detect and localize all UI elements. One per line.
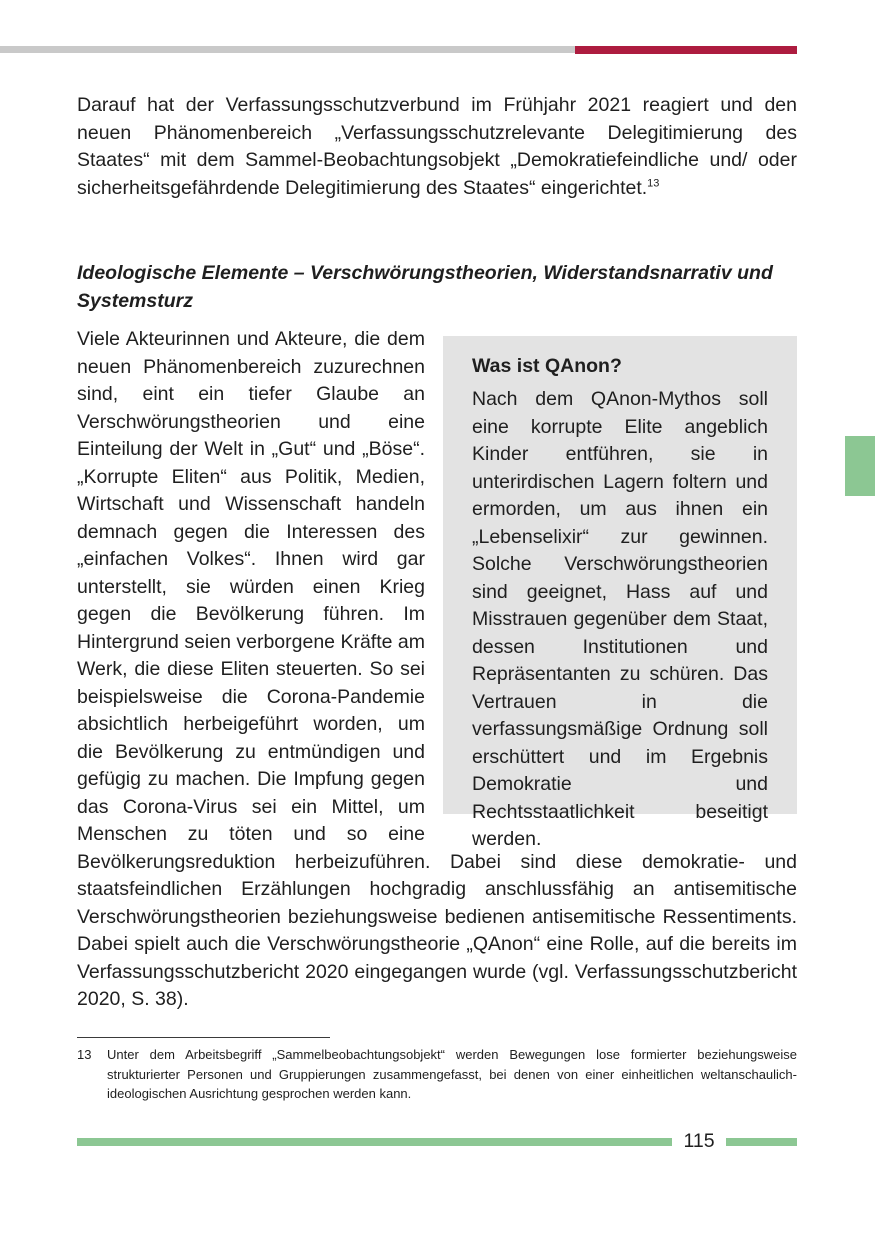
page-number: 115	[683, 1130, 715, 1152]
footnote-reference: 13	[647, 177, 660, 189]
header-grey-bar	[0, 46, 575, 53]
footer-green-bar-right	[726, 1138, 797, 1146]
intro-paragraph	[77, 92, 797, 202]
footer-green-bar-left	[77, 1138, 672, 1146]
section-body	[77, 326, 797, 1014]
header-red-bar	[575, 46, 797, 54]
section-heading: Ideologische Elemente – Verschwörungstheorien, Widerstandsnarrativ und Systemsturz	[77, 262, 773, 312]
footnote	[77, 1045, 797, 1104]
infobox-title: Was ist QAnon?	[472, 355, 622, 377]
qanon-infobox	[443, 336, 797, 850]
section-body-text: Viele Akteurinnen und Akteure, die dem neuen Phänomenbereich zuzurechnen sind, eint ein tiefer Glaube an Verschwörungstheorien und eine Einteilung der Welt in „Gut“ und „Böse“. „Korrupte Eliten“ aus Politik, Medien, Wirtschaft und Wissenschaft handeln demnach gegen die Interessen des „einfachen Volkes“. Ihnen wird gar unterstellt, sie würden einen Krieg gegen die Bevölkerung führen. Im Hintergrund seien verborgene Kräfte am Werk, die diese Eliten steuerten. So sei beispielsweise die Corona-Pandemie absichtlich herbeigeführt worden, um die Bevölkerung zu entmündigen und gefügig zu machen. Die Impfung gegen das Corona-Virus sei ein Mittel, um Menschen zu töten und so eine Bevölkerungsreduktion herbeizuführen. Dabei sind diese demokratie- und staatsfeindlichen Erzählungen hochgradig anschlussfähig an antisemitische Verschwörungstheorien beziehungsweise bedienen antisemitische Ressentiments. Dabei spielt auch die Verschwörungstheorie „QAnon“ eine Rolle, auf die bereits im Verfassungsschutzbericht 2020 eingegangen wurde (vgl. Verfassungsschutzbericht 2020, S. 38).	[77, 328, 797, 1010]
footnote-rule	[77, 1037, 330, 1038]
footnote-text: Unter dem Arbeitsbegriff „Sammelbeobachtungsobjekt“ werden Bewegungen lose formierter beziehungsweise strukturierter Personen und Gruppierungen zusammengefasst, bei denen von einer einheitlichen weltanschaulich-ideologischen Ausrichtung gesprochen werden kann.	[107, 1047, 797, 1101]
infobox-text: Nach dem QAnon-Mythos soll eine korrupte Elite angeblich Kinder entführen, sie in unterirdischen Lagern foltern und ermorden, um aus ihnen ein „Lebenselixir“ zur gewinnen. Solche Verschwörungstheorien sind geeignet, Hass auf und Misstrauen gegenüber dem Staat, dessen Institutionen und Repräsentanten zu schüren. Das Vertrauen in die verfassungsmäßige Ordnung soll erschüttert und im Ergebnis Demokratie und Rechtsstaatlichkeit beseitigt werden.	[472, 388, 768, 850]
intro-text: Darauf hat der Verfassungsschutzverbund im Frühjahr 2021 reagiert und den neuen Phänomenbereich „Verfassungsschutzrelevante Delegitimierung des Staates“ mit dem Sammel-Beobachtungsobjekt „Demokratiefeindliche und/ oder sicherheitsgefährdende Delegitimierung des Staates“ eingerichtet.	[77, 94, 797, 199]
chapter-side-tab	[845, 436, 875, 496]
footnote-number: 13	[77, 1047, 92, 1062]
